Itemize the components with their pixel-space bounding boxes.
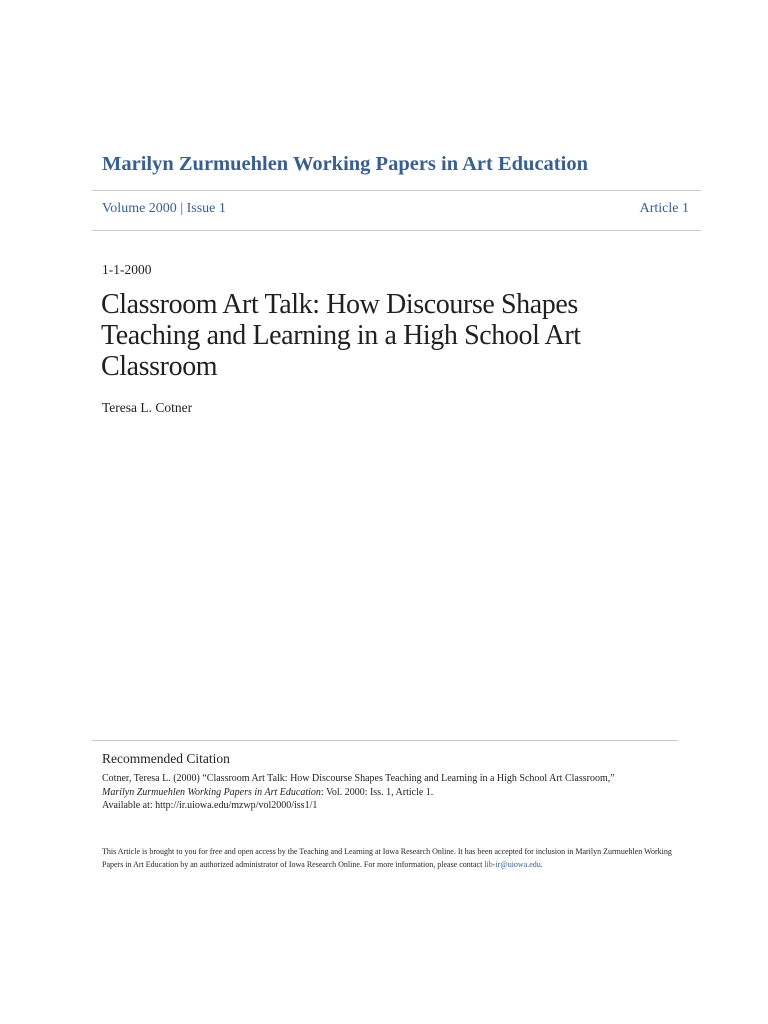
citation-journal: Marilyn Zurmuehlen Working Papers in Art Education xyxy=(102,786,321,798)
issue-link[interactable]: Issue 1 xyxy=(186,201,226,216)
article-title: Classroom Art Talk: How Discourse Shapes Teaching and Learning in a High School Art Classroom xyxy=(101,289,581,382)
top-divider xyxy=(92,190,701,191)
citation-line-1: Cotner, Teresa L. (2000) “Classroom Art Talk: How Discourse Shapes Teaching and Learning in a High School Art Classroom,” xyxy=(102,773,615,784)
volume-link[interactable]: Volume 2000 xyxy=(102,201,177,216)
citation-line-2 xyxy=(102,786,615,800)
author-name[interactable]: Teresa L. Cotner xyxy=(102,400,193,415)
notice-text: This Article is brought to you for free and open access by the Teaching and Learning at Iowa Research Online. It has been accepted for inclusion in Marilyn Zurmuehlen Working Papers in Art Education by an authorized administrator of Iowa Research Online. For more information, please contact xyxy=(102,847,672,869)
journal-title[interactable]: Marilyn Zurmuehlen Working Papers in Art Education xyxy=(102,153,588,175)
contact-email-link[interactable]: lib-ir@uiowa.edu xyxy=(484,860,541,869)
citation-url: Available at: http://ir.uiowa.edu/mzwp/vol2000/iss1/1 xyxy=(102,800,318,811)
volume-issue-line xyxy=(102,201,226,217)
citation-divider xyxy=(92,740,678,741)
citation-volume-info: : Vol. 2000: Iss. 1, Article 1. xyxy=(320,786,434,798)
volume-issue-separator: | xyxy=(176,201,187,216)
article-number-link[interactable]: Article 1 xyxy=(639,201,689,216)
access-notice xyxy=(102,845,672,871)
header-divider xyxy=(92,230,701,231)
notice-end: . xyxy=(540,860,543,869)
recommended-citation-heading: Recommended Citation xyxy=(102,751,230,766)
publication-date: 1-1-2000 xyxy=(102,262,152,277)
citation-block xyxy=(102,772,615,813)
